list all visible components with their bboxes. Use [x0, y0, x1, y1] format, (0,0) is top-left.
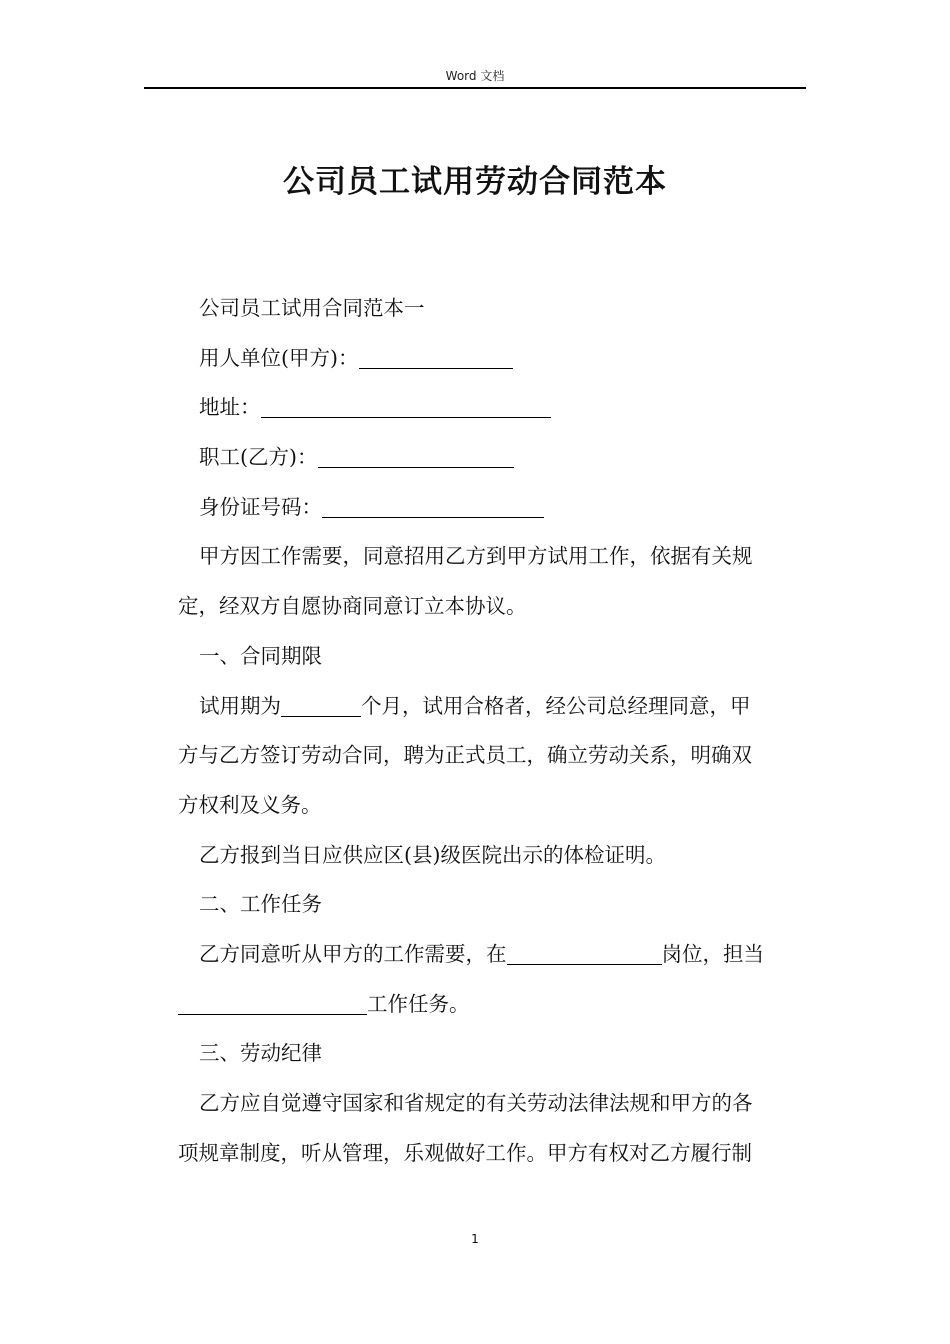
- employee-field: [178, 439, 804, 489]
- fill-blank: [322, 494, 544, 518]
- clause-heading: 二、工作任务: [199, 892, 322, 917]
- field-label: 职工(乙方)：: [199, 445, 318, 470]
- text-run: 乙方同意听从甲方的工作需要，在: [199, 941, 507, 966]
- text-run: 个月，试用合格者，经公司总经理同意，甲: [361, 693, 751, 718]
- field-label: 身份证号码：: [199, 494, 322, 519]
- text-run: 岗位，担当: [661, 941, 764, 966]
- address-field: [178, 389, 804, 439]
- page-header: Word 文档: [445, 69, 505, 83]
- fill-blank: [178, 991, 367, 1015]
- fill-blank: [507, 941, 662, 965]
- paragraph-line: [178, 986, 804, 1036]
- paragraph-line: 甲方因工作需要，同意招用乙方到甲方试用工作，依据有关规: [199, 544, 753, 569]
- document-title: 公司员工试用劳动合同范本: [283, 164, 667, 200]
- field-label: 用人单位(甲方)：: [199, 345, 359, 370]
- clause-heading: 一、合同期限: [199, 643, 322, 668]
- paragraph-line: [178, 936, 804, 986]
- document-body: [178, 290, 804, 1184]
- page-number: 1: [471, 1232, 479, 1246]
- field-label: 地址：: [199, 395, 261, 420]
- fill-blank: [318, 444, 514, 468]
- fill-blank: [261, 394, 551, 418]
- paragraph-line: 乙方报到当日应供应区(县)级医院出示的体检证明。: [199, 842, 666, 867]
- text-run: 试用期为: [199, 693, 281, 718]
- paragraph-line: 项规章制度，听从管理，乐观做好工作。甲方有权对乙方履行制: [178, 1140, 752, 1165]
- employer-field: [178, 340, 804, 390]
- paragraph-line: 乙方应自觉遵守国家和省规定的有关劳动法律法规和甲方的各: [199, 1091, 753, 1115]
- paragraph-line: [178, 688, 804, 738]
- fill-blank: [281, 693, 361, 717]
- header-rule: [144, 87, 806, 89]
- section-heading: 公司员工试用合同范本一: [199, 296, 425, 320]
- paragraph-line: 方权利及义务。: [178, 792, 322, 817]
- id-number-field: [178, 489, 804, 539]
- paragraph-line: 定，经双方自愿协商同意订立本协议。: [178, 594, 527, 619]
- fill-blank: [359, 345, 513, 369]
- text-run: 工作任务。: [367, 991, 470, 1016]
- clause-heading: 三、劳动纪律: [199, 1041, 322, 1066]
- paragraph-line: 方与乙方签订劳动合同，聘为正式员工，确立劳动关系，明确双: [178, 743, 752, 768]
